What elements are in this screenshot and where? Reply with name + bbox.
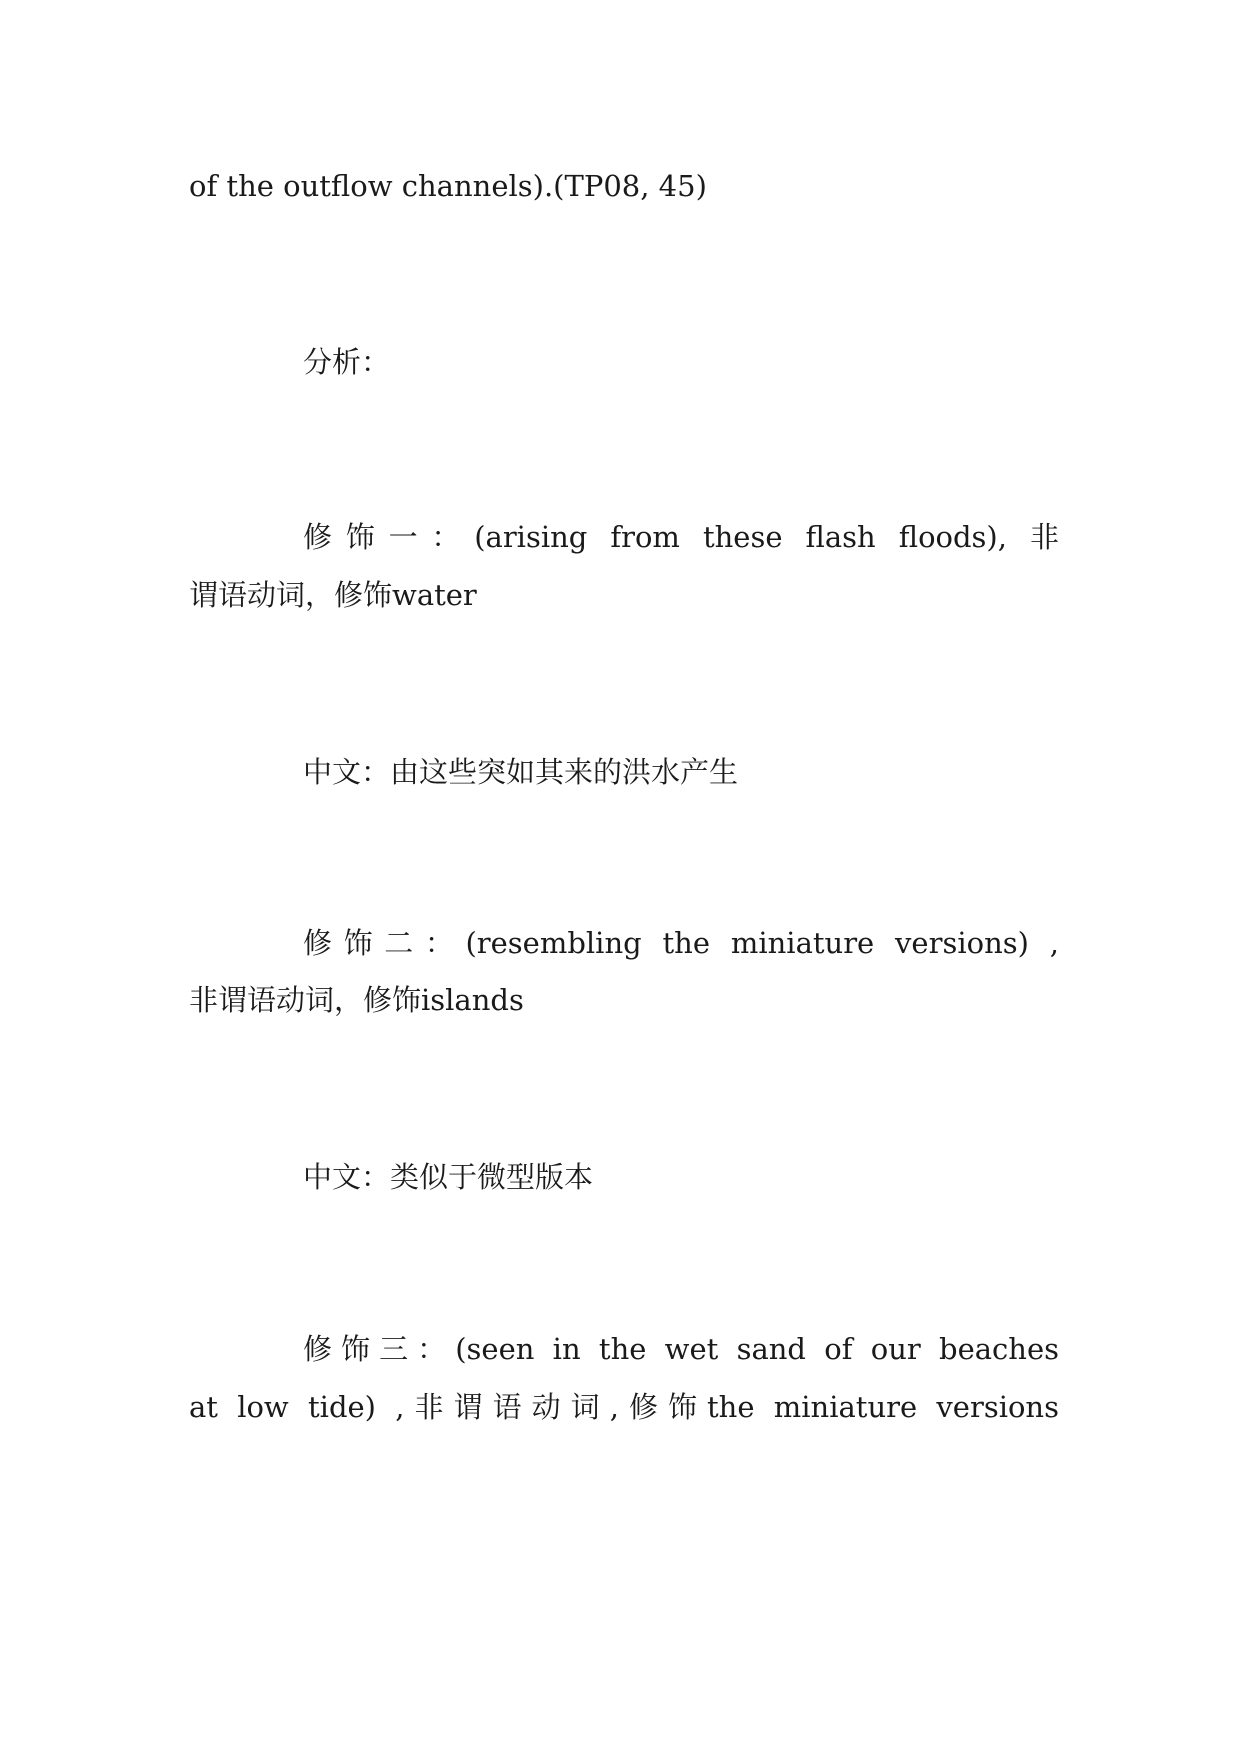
modifier-1-chinese: 中文：由这些突如其来的洪水产生: [303, 755, 739, 789]
modifier-1-line-1: 修饰一：(arising from these flash floods), 非: [303, 520, 1059, 554]
analysis-heading: 分析：: [303, 345, 391, 379]
modifier-2-line-2: 非谓语动词，修饰islands: [189, 983, 524, 1017]
continued-sentence-line: of the outflow channels).(TP08, 45): [189, 169, 707, 203]
modifier-2-line-1: 修饰二：(resembling the miniature versions) ,: [303, 926, 1059, 960]
modifier-3-line-2: at low tide) ,非谓语动词,修饰the miniature versions: [189, 1390, 1059, 1424]
modifier-3-line-1: 修饰三：(seen in the wet sand of our beaches: [303, 1332, 1059, 1366]
modifier-2-chinese: 中文：类似于微型版本: [303, 1160, 594, 1194]
modifier-1-line-2: 谓语动词，修饰water: [189, 578, 477, 612]
